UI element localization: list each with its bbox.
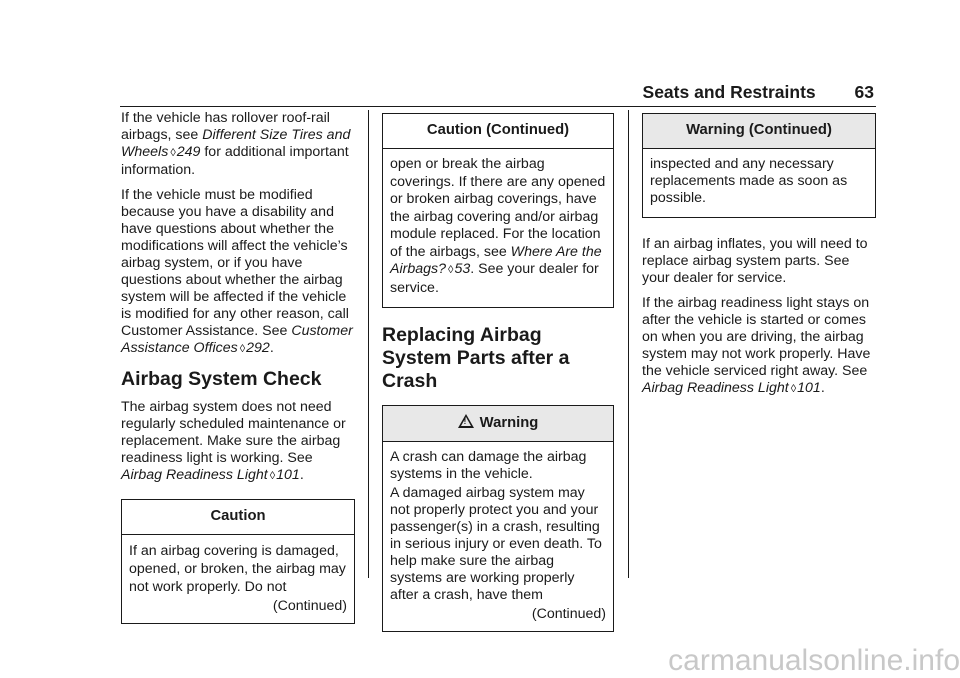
page-reference[interactable]: 292	[246, 340, 270, 356]
page-ref-icon: ◊	[269, 470, 276, 482]
paragraph-readiness-light	[642, 295, 876, 398]
page-ref-icon: ◊	[448, 264, 454, 276]
page-reference[interactable]: 101	[276, 467, 300, 483]
cross-reference-link[interactable]: Airbag Readiness Light	[642, 380, 789, 396]
page-reference[interactable]: 249	[176, 144, 201, 160]
section-heading: Replacing Airbag System Parts after a Crash	[382, 324, 570, 392]
section-title: Seats and Restraints	[642, 82, 816, 102]
text: .	[820, 380, 825, 396]
warning-continued-text: inspected and any necessary replacements made as soon as possible.	[650, 156, 848, 206]
header-rule	[120, 106, 876, 107]
cross-reference-link[interactable]: Different Size Tires and Wheels	[121, 127, 351, 160]
paragraph-airbag-inflates: If an airbag inflates, you will need to replace airbag system parts. See your dealer for service.	[642, 236, 868, 286]
caution-continued-box	[382, 113, 614, 308]
column-1	[121, 110, 355, 632]
paragraph-rollover	[121, 110, 355, 179]
text: .	[269, 340, 274, 356]
caution-continued-text	[390, 156, 606, 297]
page-number: 63	[854, 82, 874, 102]
text: . See your dealer for service.	[390, 261, 599, 296]
paragraph-system-check	[121, 399, 355, 485]
cross-reference-link[interactable]: Where Are the Airbags?	[390, 243, 602, 277]
text: for additional important information.	[121, 144, 349, 178]
caution-text: If an airbag covering is damaged, opened, or broken, the airbag may not work properly. Do not	[129, 543, 346, 595]
warning-text-2: A damaged airbag system may not properly protect you and your passenger(s) in a crash, resulting in serious injury or even death. To help make sure the airbag systems are working properly after a crash, have them	[390, 485, 602, 603]
page-reference[interactable]: 101	[797, 380, 821, 396]
continued-label: (Continued)	[272, 598, 347, 614]
page-reference[interactable]: 53	[454, 261, 471, 277]
warning-text-1: A crash can damage the airbag systems in the vehicle.	[390, 449, 587, 482]
page-ref-icon: ◊	[239, 343, 246, 355]
text: If the vehicle must be modified because you have a disability and have questions about whether the modifications will affect the vehicle’s airbag system, or if you have questions about whether the airbag system will be affected if the vehicle is modified for any other reason, call Customer Assistance. See	[121, 187, 349, 339]
continued-label: (Continued)	[531, 606, 606, 622]
column-2	[382, 110, 614, 640]
text: .	[299, 467, 304, 483]
caution-title: Caution	[122, 500, 354, 535]
watermark: carmanualsonline.info	[668, 644, 960, 677]
page-header	[643, 82, 874, 103]
section-heading: Airbag System Check	[121, 368, 322, 390]
warning-box	[382, 405, 614, 632]
caution-continued-title: Caution (Continued)	[383, 114, 613, 149]
cross-reference-link[interactable]: Airbag Readiness Light	[121, 467, 268, 483]
warning-continued-box	[642, 113, 876, 218]
column-divider-1	[368, 110, 369, 578]
paragraph-modified	[121, 187, 355, 358]
caution-box	[121, 499, 355, 624]
column-3	[642, 110, 876, 406]
cross-reference-link[interactable]: Customer Assistance Offices	[121, 323, 353, 356]
page-ref-icon: ◊	[790, 383, 797, 395]
warning-triangle-icon	[458, 414, 474, 428]
text: If the airbag readiness light stays on after the vehicle is started or comes on when you are driving, the airbag system may not work properly. Have the vehicle serviced right away. See	[642, 295, 871, 379]
warning-continued-title: Warning (Continued)	[643, 114, 875, 149]
page-ref-icon: ◊	[170, 147, 176, 159]
warning-title: Warning	[479, 415, 539, 431]
text: If the vehicle has rollover roof-rail airbags, see	[121, 110, 330, 143]
warning-title-bar	[383, 406, 613, 442]
text: open or break the airbag coverings. If there are any opened or broken airbag coverings, have the airbag covering and/or airbag module replaced. For the location of the airbags, see	[390, 156, 606, 260]
column-divider-2	[628, 110, 629, 578]
text: The airbag system does not need regularly scheduled maintenance or replacement. Make sure the airbag readiness light is working. See	[121, 399, 346, 466]
